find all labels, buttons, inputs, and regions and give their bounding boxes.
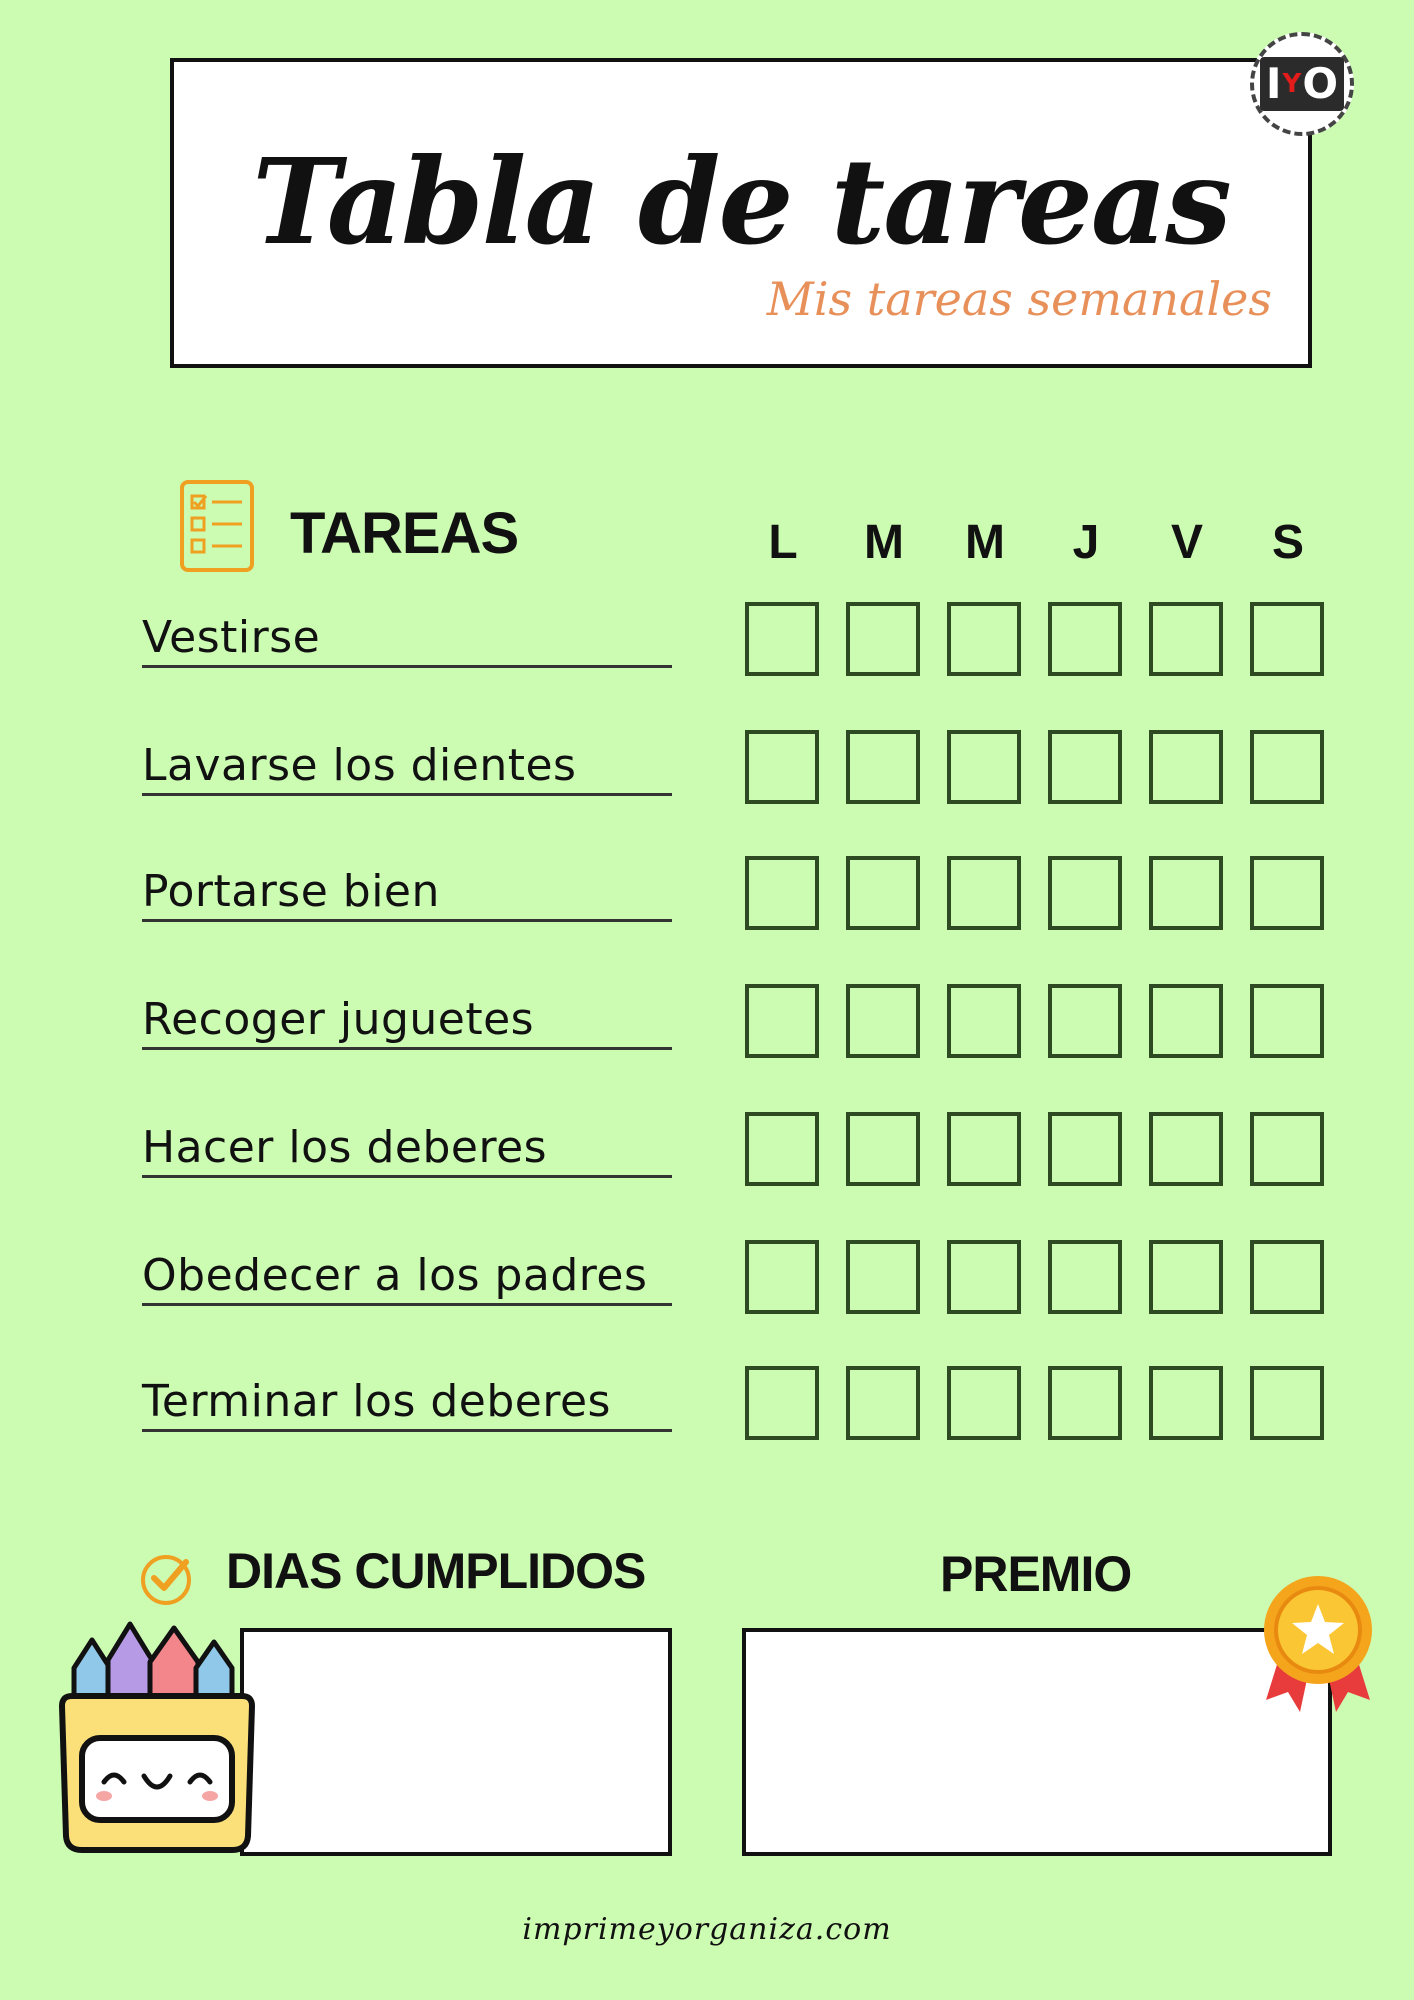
page-subtitle: Mis tareas semanales (766, 272, 1272, 326)
task-day-checkbox[interactable] (1149, 1112, 1223, 1186)
task-day-checkbox[interactable] (846, 984, 920, 1058)
task-day-checkbox[interactable] (1149, 984, 1223, 1058)
task-day-checkbox[interactable] (947, 1112, 1021, 1186)
task-day-checkbox[interactable] (1149, 1366, 1223, 1440)
task-day-checkbox[interactable] (846, 1240, 920, 1314)
task-label: Hacer los deberes (142, 1102, 672, 1178)
task-day-checkbox[interactable] (846, 730, 920, 804)
task-day-checkbox[interactable] (745, 1112, 819, 1186)
task-day-checkbox[interactable] (846, 602, 920, 676)
task-day-checkbox[interactable] (745, 1366, 819, 1440)
task-day-checkbox[interactable] (947, 1240, 1021, 1314)
task-day-checkbox[interactable] (846, 1366, 920, 1440)
task-day-checkbox[interactable] (745, 984, 819, 1058)
task-day-checkbox[interactable] (947, 602, 1021, 676)
task-day-checkbox[interactable] (1048, 1366, 1122, 1440)
task-day-checkbox[interactable] (1149, 1240, 1223, 1314)
task-day-checkbox[interactable] (745, 1240, 819, 1314)
task-day-checkbox[interactable] (745, 856, 819, 930)
premio-heading: PREMIO (940, 1546, 1132, 1602)
medal-star-icon (1258, 1572, 1378, 1722)
iyo-logo-icon: I Y O (1250, 32, 1354, 136)
task-day-checkbox[interactable] (1048, 984, 1122, 1058)
task-day-checkbox[interactable] (1250, 984, 1324, 1058)
task-day-checkbox[interactable] (1149, 602, 1223, 676)
checklist-icon (178, 478, 256, 574)
day-header: S (1271, 516, 1304, 569)
check-circle-icon (138, 1548, 198, 1608)
day-header: M (965, 516, 1005, 569)
task-label: Terminar los deberes (142, 1356, 672, 1432)
task-day-checkbox[interactable] (947, 1366, 1021, 1440)
task-day-checkbox[interactable] (1149, 730, 1223, 804)
task-day-checkbox[interactable] (846, 856, 920, 930)
page-title: Tabla de tareas (252, 132, 1230, 271)
task-day-checkbox[interactable] (1048, 602, 1122, 676)
task-day-checkbox[interactable] (1250, 730, 1324, 804)
task-day-checkbox[interactable] (1250, 602, 1324, 676)
task-label: Obedecer a los padres (142, 1230, 672, 1306)
task-day-checkbox[interactable] (947, 856, 1021, 930)
task-day-checkbox[interactable] (1250, 1366, 1324, 1440)
task-day-checkbox[interactable] (947, 730, 1021, 804)
task-day-checkbox[interactable] (1048, 1112, 1122, 1186)
title-card (170, 58, 1312, 368)
task-day-checkbox[interactable] (947, 984, 1021, 1058)
task-day-checkbox[interactable] (745, 602, 819, 676)
task-label: Portarse bien (142, 846, 672, 922)
day-header: L (768, 516, 798, 569)
tasks-heading: TAREAS (290, 501, 519, 566)
task-day-checkbox[interactable] (1048, 1240, 1122, 1314)
task-day-checkbox[interactable] (745, 730, 819, 804)
task-day-checkbox[interactable] (1250, 1240, 1324, 1314)
dias-cumplidos-heading: DIAS CUMPLIDOS (226, 1543, 646, 1599)
crayon-box-icon (52, 1610, 262, 1860)
task-day-checkbox[interactable] (1048, 856, 1122, 930)
task-day-checkbox[interactable] (1250, 856, 1324, 930)
task-label: Recoger juguetes (142, 974, 672, 1050)
task-day-checkbox[interactable] (1250, 1112, 1324, 1186)
task-label: Lavarse los dientes (142, 720, 672, 796)
task-day-checkbox[interactable] (846, 1112, 920, 1186)
task-day-checkbox[interactable] (1149, 856, 1223, 930)
footer-url: imprimeyorganiza.com (522, 1912, 892, 1947)
dias-cumplidos-field[interactable] (240, 1628, 672, 1856)
premio-field[interactable] (742, 1628, 1332, 1856)
day-header: V (1170, 516, 1203, 569)
task-label: Vestirse (142, 592, 672, 668)
day-header: J (1072, 516, 1100, 569)
day-header: M (864, 516, 904, 569)
task-day-checkbox[interactable] (1048, 730, 1122, 804)
